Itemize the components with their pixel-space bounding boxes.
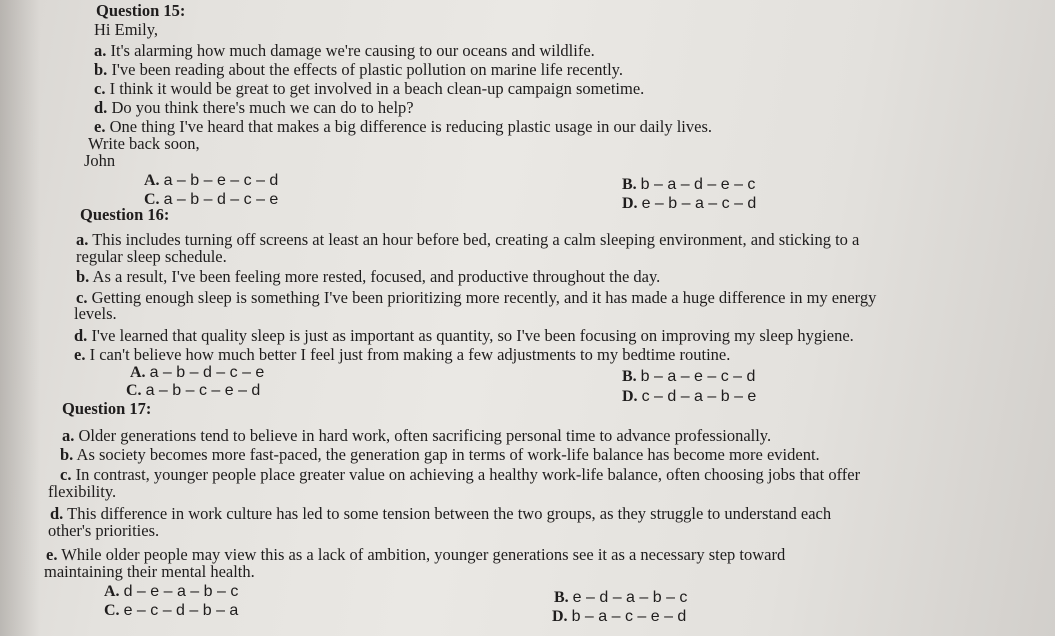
q15-opt-d-text: e – b – a – c – d	[641, 195, 757, 212]
q17-b-key: b.	[60, 445, 74, 464]
q15-c-text: I think it would be great to get involved in a beach clean-up campaign sometime.	[109, 79, 645, 98]
q15-option-a[interactable]	[144, 172, 278, 190]
q16-option-c[interactable]	[126, 382, 260, 400]
q16-opt-c-text: a – b – c – e – d	[145, 382, 261, 399]
q15-opt-c-key: C.	[144, 191, 160, 208]
q15-opt-d-key: D.	[622, 195, 638, 212]
q15-a-key: a.	[94, 41, 107, 60]
q16-e-text: I can't believe how much better I feel just from making a few adjustments to my bedtime routine.	[89, 345, 731, 364]
q17-title: Question 17:	[62, 399, 152, 418]
q16-title: Question 16:	[80, 205, 170, 224]
q17-opt-d-key: D.	[552, 608, 568, 625]
q17-option-d[interactable]	[552, 608, 686, 626]
q16-c-key: c.	[76, 288, 88, 307]
q16-option-d[interactable]	[622, 388, 756, 406]
q17-d-text-2: other's priorities.	[48, 521, 160, 540]
q17-c-key: c.	[60, 465, 72, 484]
q17-c-text-1: In contrast, younger people place greater value on achieving a healthy work-life balance, often choosing jobs that offer	[75, 465, 861, 484]
q15-opt-a-text: a – b – e – c – d	[163, 172, 279, 189]
q16-opt-c-key: C.	[126, 382, 142, 399]
q17-e-key: e.	[46, 545, 58, 564]
q15-greeting: Hi Emily,	[94, 20, 159, 39]
q16-item-e	[74, 346, 730, 364]
q16-a-text-1: This includes turning off screens at least an hour before bed, creating a calm sleeping environment, and sticking to a	[92, 230, 860, 249]
q17-b-text: As society becomes more fast-paced, the generation gap in terms of work-life balance has become more evident.	[76, 445, 820, 464]
q17-opt-c-text: e – c – d – b – a	[123, 602, 239, 619]
q15-opt-a-key: A.	[144, 172, 160, 189]
q16-c-text-2: levels.	[74, 304, 117, 323]
q15-c-key: c.	[94, 79, 106, 98]
q16-b-key: b.	[76, 267, 90, 286]
q17-opt-d-text: b – a – c – e – d	[571, 608, 687, 625]
q17-d-text-1: This difference in work culture has led to some tension between the two groups, as they struggle to understand each	[67, 504, 832, 523]
q15-item-b	[94, 61, 623, 79]
q15-e-key: e.	[94, 117, 106, 136]
q17-item-a	[62, 427, 771, 445]
q17-c-text-2: flexibility.	[48, 482, 117, 501]
page-shadow	[0, 0, 40, 636]
q16-opt-d-key: D.	[622, 388, 638, 405]
q15-title: Question 15:	[96, 1, 186, 20]
q16-option-b[interactable]	[622, 368, 755, 386]
q15-opt-b-key: B.	[622, 176, 637, 193]
q16-opt-b-key: B.	[622, 368, 637, 385]
q17-e-text-1: While older people may view this as a lack of ambition, younger generations see it as a necessary step toward	[61, 545, 786, 564]
q17-e-text-2: maintaining their mental health.	[44, 562, 255, 581]
q15-d-key: d.	[94, 98, 108, 117]
q16-d-key: d.	[74, 326, 88, 345]
q15-signature: John	[84, 151, 116, 170]
q17-option-b[interactable]	[554, 589, 687, 607]
q16-a-text-2: regular sleep schedule.	[76, 247, 227, 266]
q17-item-b	[60, 446, 820, 464]
q17-item-c	[60, 466, 860, 484]
q17-option-a[interactable]	[104, 583, 238, 601]
q16-option-a[interactable]	[130, 364, 264, 382]
q15-a-text: It's alarming how much damage we're causing to our oceans and wildlife.	[110, 41, 595, 60]
q16-e-key: e.	[74, 345, 86, 364]
q15-opt-c-text: a – b – d – c – e	[163, 191, 279, 208]
q17-opt-b-key: B.	[554, 589, 569, 606]
q17-a-key: a.	[62, 426, 75, 445]
q15-b-text: I've been reading about the effects of plastic pollution on marine life recently.	[111, 60, 623, 79]
q16-item-c	[76, 289, 876, 307]
q15-opt-b-text: b – a – d – e – c	[640, 176, 756, 193]
q17-opt-c-key: C.	[104, 602, 120, 619]
q15-item-c	[94, 80, 644, 98]
q16-opt-a-key: A.	[130, 364, 146, 381]
q15-d-text: Do you think there's much we can do to help?	[111, 98, 414, 117]
q15-closing: Write back soon,	[88, 134, 200, 153]
q16-a-key: a.	[76, 230, 89, 249]
q16-opt-b-text: b – a – e – c – d	[640, 368, 756, 385]
q16-opt-d-text: c – d – a – b – e	[641, 388, 757, 405]
q16-c-text-1: Getting enough sleep is something I've been prioritizing more recently, and it has made a huge difference in my energy	[91, 288, 877, 307]
q16-item-b	[76, 268, 660, 286]
q16-b-text: As a result, I've been feeling more rested, focused, and productive throughout the day.	[92, 267, 661, 286]
q15-option-b[interactable]	[622, 176, 755, 194]
q16-d-text: I've learned that quality sleep is just as important as quantity, so I've been focusing on improving my sleep hygiene.	[91, 326, 854, 345]
q17-item-d	[50, 505, 831, 523]
q17-opt-a-key: A.	[104, 583, 120, 600]
q17-option-c[interactable]	[104, 602, 238, 620]
q16-opt-a-text: a – b – d – c – e	[149, 364, 265, 381]
q17-d-key: d.	[50, 504, 64, 523]
q15-b-key: b.	[94, 60, 108, 79]
q17-a-text: Older generations tend to believe in hard work, often sacrificing personal time to advance professionally.	[78, 426, 772, 445]
q15-e-text: One thing I've heard that makes a big difference is reducing plastic usage in our daily lives.	[109, 117, 713, 136]
q16-item-d	[74, 327, 854, 345]
q15-item-a	[94, 42, 595, 60]
q15-item-d	[94, 99, 414, 117]
q15-option-d[interactable]	[622, 195, 756, 213]
q17-opt-a-text: d – e – a – b – c	[123, 583, 239, 600]
q17-opt-b-text: e – d – a – b – c	[572, 589, 688, 606]
